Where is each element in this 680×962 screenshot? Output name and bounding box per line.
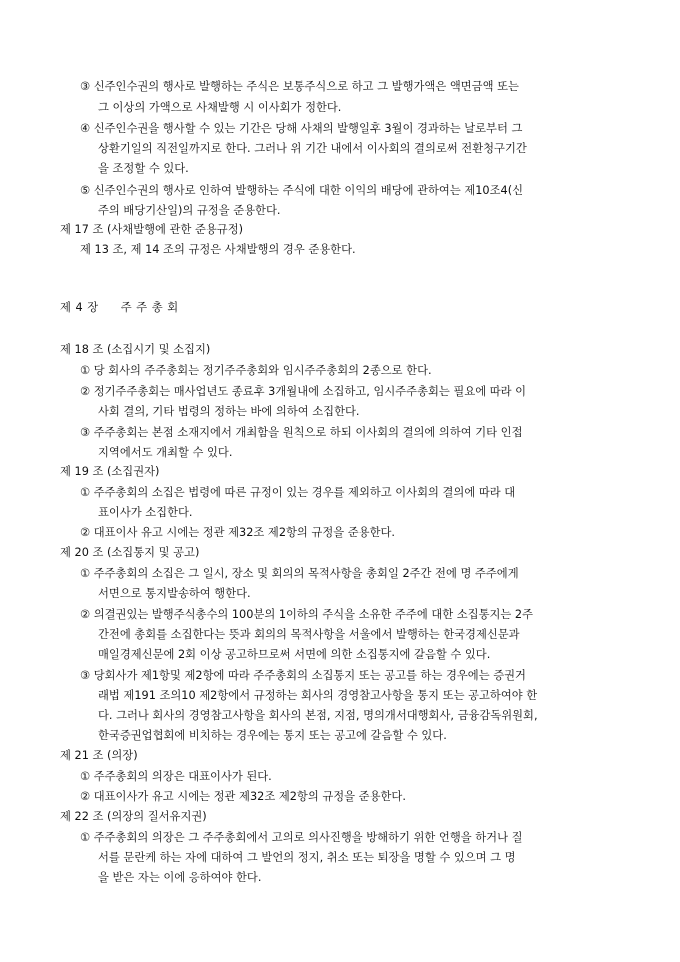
clause-16-item-4: ④ 신주인수권을 행사할 수 있는 기간은 당해 사채의 발행일후 3월이 경과하는 날로부터 그 (80, 122, 523, 135)
article-22-heading: 제 22 조 (의장의 질서유지권) (60, 810, 207, 823)
chapter-title: 주 주 총 회 (120, 301, 179, 314)
article-22-item-1-cont-2: 을 받은 자는 이에 응하여야 한다. (98, 871, 262, 884)
article-20-item-1-cont: 서면으로 통지발송하여 행한다. (98, 587, 251, 600)
article-20-item-2-cont-2: 매일경제신문에 2회 이상 공고하므로써 서면에 의한 소집통지에 갈음할 수 있다. (98, 648, 491, 661)
clause-16-item-3: ③ 신주인수권의 행사로 발행하는 주식은 보통주식으로 하고 그 발행가액은 액면금액 또는 (80, 80, 519, 93)
chapter-number: 제 4 장 (60, 301, 99, 314)
article-18-item-2-cont: 사회 결의, 기타 법령의 정하는 바에 의하여 소집한다. (98, 405, 360, 418)
article-20-heading: 제 20 조 (소집통지 및 공고) (60, 546, 200, 559)
article-22-item-1-cont-1: 서를 문란케 하는 자에 대하여 그 발언의 정지, 취소 또는 퇴장을 명할 수 있으며 그 명 (98, 851, 516, 864)
article-18-heading: 제 18 조 (소집시기 및 소집지) (60, 343, 211, 356)
article-20-item-2-cont-1: 간전에 총회를 소집한다는 뜻과 회의의 목적사항을 서울에서 발행하는 한국경제신문과 (98, 628, 520, 641)
clause-16-item-5-cont: 주의 배당기산일)의 규정을 준용한다. (98, 204, 281, 217)
article-18-item-3-cont: 지역에서도 개최할 수 있다. (98, 446, 233, 459)
article-21-heading: 제 21 조 (의장) (60, 749, 138, 762)
article-20-item-3-cont-2: 다. 그러나 회사의 경영참고사항을 회사의 본점, 지점, 명의개서대행회사, 금융감독위원회, (98, 709, 538, 722)
article-20-item-3: ③ 당회사가 제1항및 제2항에 따라 주주총회의 소집통지 또는 공고를 하는 경우에는 증권거 (80, 669, 526, 682)
article-19-item-1-cont: 표이사가 소집한다. (98, 506, 193, 519)
article-17-heading: 제 17 조 (사채발행에 관한 준용규정) (60, 223, 244, 236)
article-19-item-2: ② 대표이사 유고 시에는 정관 제32조 제2항의 규정을 준용한다. (80, 526, 396, 539)
chapter-4-heading (60, 300, 179, 316)
article-20-item-3-cont-1: 래법 제191 조의10 제2항에서 규정하는 회사의 경영참고사항을 통지 또는 공고하여야 한 (98, 689, 538, 702)
article-17-body: 제 13 조, 제 14 조의 규정은 사채발행의 경우 준용한다. (80, 243, 356, 256)
article-20-item-2: ② 의결권있는 발행주식총수의 100분의 1이하의 주식을 소유한 주주에 대한 소집통지는 2주 (80, 608, 534, 621)
article-18-item-3: ③ 주주총회는 본점 소재지에서 개최함을 원칙으로 하되 이사회의 결의에 의하여 기타 인접 (80, 426, 523, 439)
article-19-item-1: ① 주주총회의 소집은 법령에 따른 규정이 있는 경우를 제외하고 이사회의 결의에 따라 대 (80, 486, 516, 499)
clause-16-item-4-cont-1: 상환기일의 직전일까지로 한다. 그러나 위 기간 내에서 이사회의 결의로써 전환청구기간 (98, 142, 527, 155)
article-20-item-1: ① 주주총회의 소집은 그 일시, 장소 및 회의의 목적사항을 총회일 2주간 전에 명 주주에게 (80, 567, 519, 580)
clause-16-item-4-cont-2: 을 조정할 수 있다. (98, 162, 189, 175)
article-18-item-2: ② 정기주주총회는 매사업년도 종료후 3개월내에 소집하고, 임시주주총회는 필요에 따라 이 (80, 385, 527, 398)
article-22-item-1: ① 주주총회의 의장은 그 주주총회에서 고의로 의사진행을 방해하기 위한 언행을 하거나 질 (80, 831, 523, 844)
clause-16-item-3-cont: 그 이상의 가액으로 사채발행 시 이사회가 정한다. (98, 101, 342, 114)
article-21-item-1: ① 주주총회의 의장은 대표이사가 된다. (80, 770, 272, 783)
clause-16-item-5: ⑤ 신주인수권의 행사로 인하여 발행하는 주식에 대한 이익의 배당에 관하여는 제10조4(신 (80, 184, 524, 197)
article-18-item-1: ① 당 회사의 주주총회는 정기주주총회와 임시주주총회의 2종으로 한다. (80, 364, 432, 377)
article-19-heading: 제 19 조 (소집권자) (60, 465, 160, 478)
article-20-item-3-cont-3: 한국증권업협회에 비치하는 경우에는 통지 또는 공고에 갈음할 수 있다. (98, 729, 447, 742)
article-21-item-2: ② 대표이사가 유고 시에는 정관 제32조 제2항의 규정을 준용한다. (80, 790, 406, 803)
